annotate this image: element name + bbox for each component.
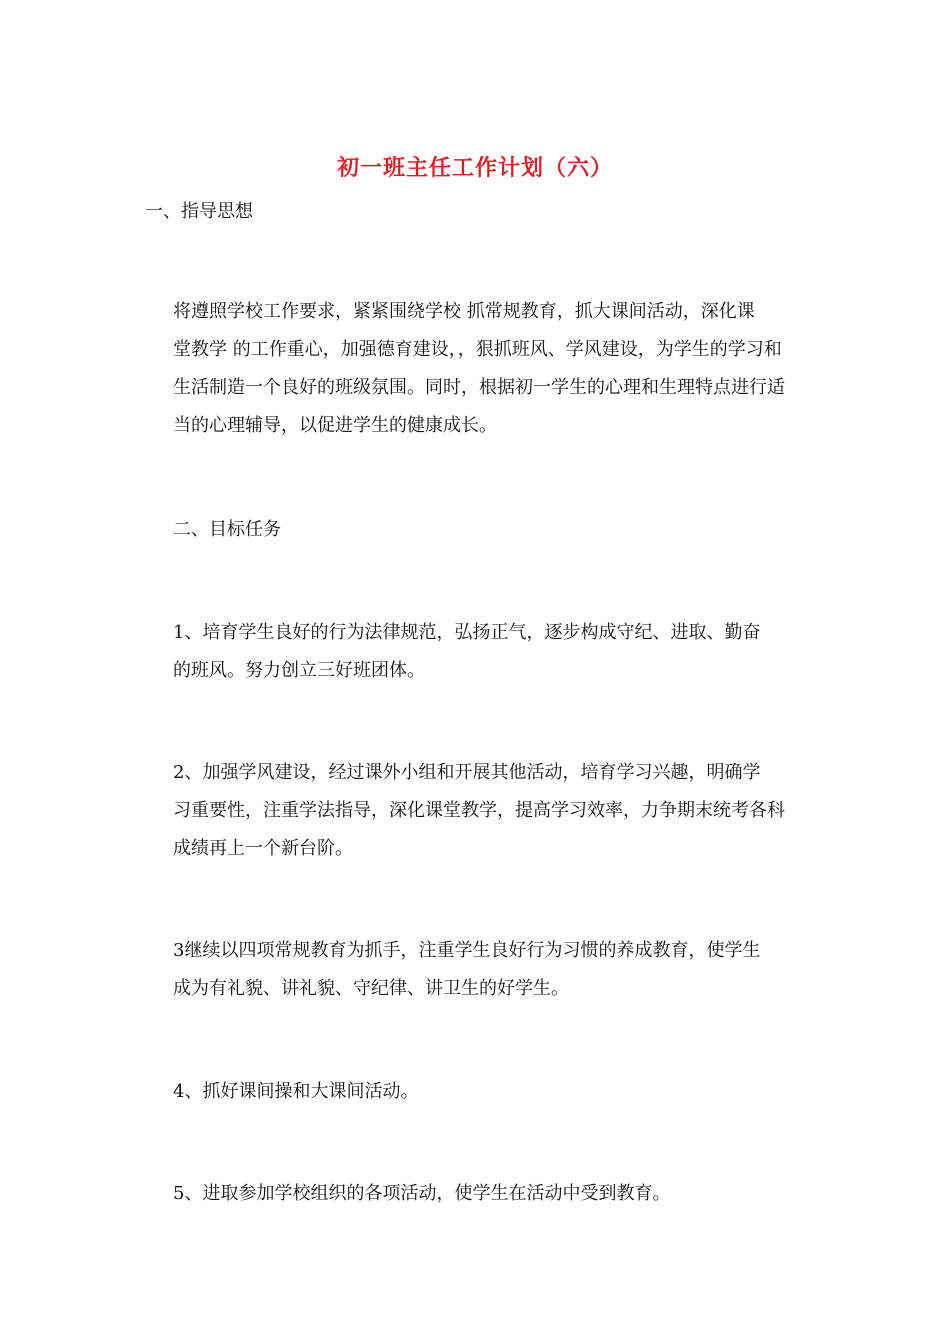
list-item-goal-3	[145, 932, 810, 1008]
list-item-goal-1	[145, 614, 810, 690]
paragraph-guiding-ideology	[145, 293, 810, 445]
paragraph-line: 成绩再上一个新台阶。	[173, 838, 353, 859]
paragraph-line: 习重要性，注重学法指导，深化课堂教学，提高学习效率，力争期末统考各科	[173, 800, 785, 821]
list-item-goal-5: 5、进取参加学校组织的各项活动，使学生在活动中受到教育。	[173, 1183, 671, 1204]
paragraph-line: 成为有礼貌、讲礼貌、守纪律、讲卫生的好学生。	[173, 978, 569, 999]
paragraph-line: 2、加强学风建设，经过课外小组和开展其他活动，培育学习兴趣，明确学	[173, 762, 761, 783]
section-heading-goals-tasks: 二、目标任务	[173, 519, 281, 540]
paragraph-line: 3继续以四项常规教育为抓手，注重学生良好行为习惯的养成教育，使学生	[173, 940, 761, 961]
section-heading-guiding-ideology: 一、指导思想	[145, 201, 253, 222]
paragraph-line: 将遵照学校工作要求，紧紧围绕学校 抓常规教育，抓大课间活动，深化课	[173, 301, 755, 322]
paragraph-line: 的班风。努力创立三好班团体。	[173, 660, 425, 681]
paragraph-line: 当的心理辅导，以促进学生的健康成长。	[173, 415, 497, 436]
paragraph-line: 堂教学 的工作重心，加强德育建设，，狠抓班风、学风建设，为学生的学习和	[173, 339, 782, 360]
paragraph-line: 生活制造一个良好的班级氛围。同时，根据初一学生的心理和生理特点进行适	[173, 377, 785, 398]
list-item-goal-4: 4、抓好课间操和大课间活动。	[173, 1081, 419, 1102]
list-item-goal-2	[145, 754, 810, 868]
paragraph-line: 1、培育学生良好的行为法律规范，弘扬正气，逐步构成守纪、进取、勤奋	[173, 622, 761, 643]
document-title: 初一班主任工作计划（六）	[336, 155, 613, 181]
